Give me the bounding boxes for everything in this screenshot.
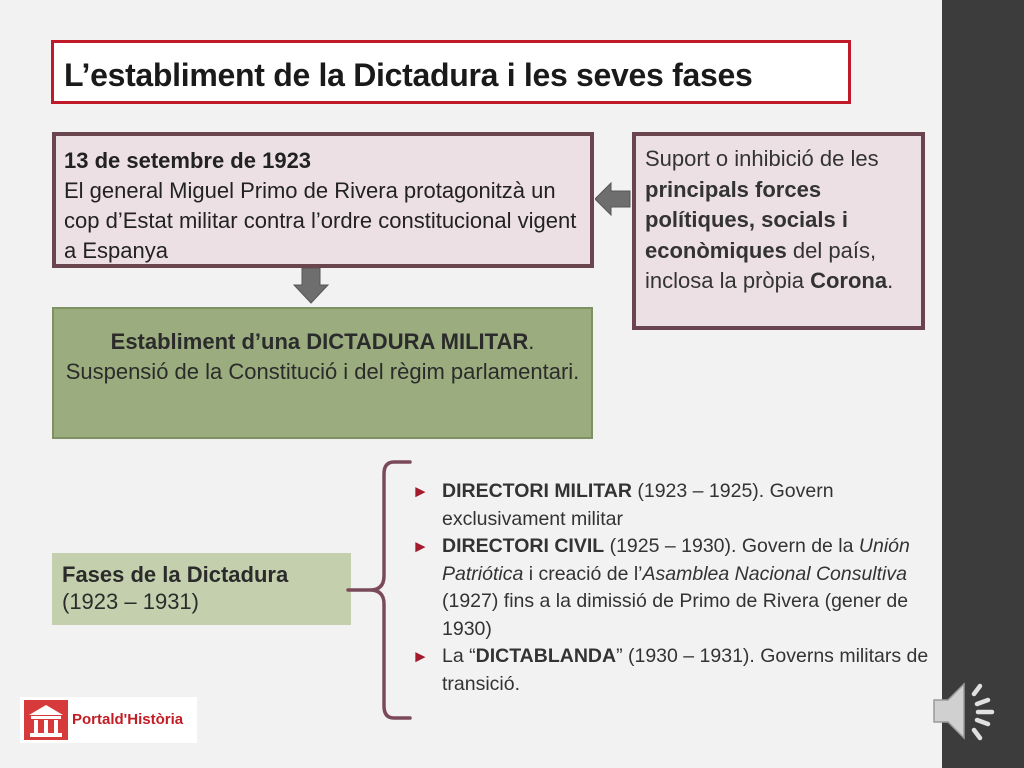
title-box	[51, 40, 851, 104]
phase-italic: Asamblea Nacional Consultiva	[642, 562, 907, 585]
support-text-1: Suport o inhibició de les	[645, 146, 879, 171]
phase-text: (1925 – 1930). Govern de la	[604, 535, 859, 557]
arrow-down-icon	[293, 268, 329, 304]
support-crown: Corona	[810, 268, 888, 293]
phases-title: Fases de la Dictadura	[62, 562, 289, 587]
phase-item	[412, 478, 932, 533]
logo-label: Portald'Història	[72, 711, 184, 728]
dictatorship-box	[52, 307, 593, 439]
bullet-icon: ►	[412, 537, 429, 556]
support-box	[632, 132, 925, 330]
dictatorship-title: Establiment d’una DICTADURA MILITAR	[110, 329, 529, 354]
dictatorship-dot: .	[528, 329, 535, 354]
phase-text: (1923 – 1925). Govern exclusivament militar	[442, 480, 834, 530]
phases-list	[412, 478, 932, 698]
coup-box	[52, 132, 594, 268]
temple-icon	[23, 699, 69, 741]
slide-sidebar	[942, 0, 1024, 768]
phase-text: i creació de l’	[523, 562, 643, 585]
phase-item	[412, 643, 932, 698]
bullet-icon: ►	[412, 482, 429, 501]
support-forces: principals forces polítiques, socials i econòmiques	[645, 176, 848, 263]
phase-text: (1927) fins a la dimissió de Primo de Rivera (gener de 1930)	[442, 590, 909, 640]
coup-text: El general Miguel Primo de Rivera protagonitzà un cop d’Estat militar contra l’ordre constitucional vigent a Espanya	[64, 178, 577, 263]
portal-historia-logo[interactable]	[20, 697, 197, 743]
phases-period: (1923 – 1931)	[62, 589, 199, 614]
coup-date: 13 de setembre de 1923	[64, 148, 312, 173]
bullet-icon: ►	[412, 647, 429, 666]
phase-item	[412, 533, 932, 643]
support-text-3: .	[887, 268, 894, 293]
support-text-2: del país, inclosa la pròpia	[645, 237, 877, 293]
phase-name: DIRECTORI CIVIL	[442, 535, 605, 557]
phase-name: DICTABLANDA	[475, 645, 617, 667]
phases-label-box	[52, 553, 351, 625]
slide-title: L’establiment de la Dictadura i les seves fases	[64, 57, 753, 93]
curly-brace-icon	[344, 460, 414, 722]
phase-text: La “	[442, 645, 476, 667]
arrow-left-icon	[595, 182, 631, 216]
phase-italic: Unión Patriótica	[442, 535, 910, 585]
speaker-icon[interactable]	[930, 674, 1000, 748]
dictatorship-text: Suspensió de la Constitució i del règim parlamentari.	[65, 359, 580, 384]
phase-text: ” (1930 – 1931). Governs militars de transició.	[442, 645, 929, 695]
phase-name: DIRECTORI MILITAR	[442, 480, 632, 502]
